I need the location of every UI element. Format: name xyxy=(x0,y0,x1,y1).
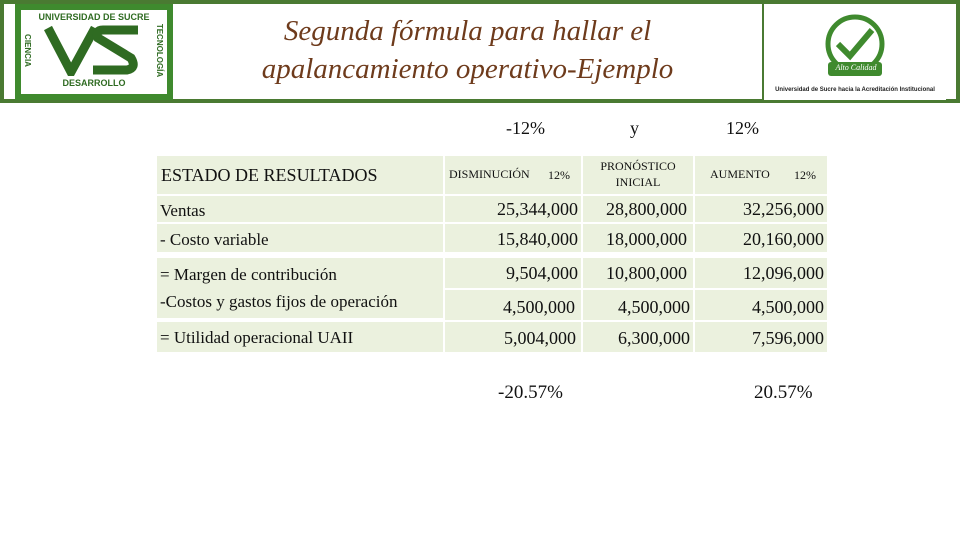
and-label: y xyxy=(630,118,639,138)
increase-label: 12% xyxy=(726,118,759,138)
logo-left-text: CIENCIA xyxy=(22,34,32,67)
row-label-variable-cost: - Costo variable xyxy=(160,230,269,249)
row-sales-decrease: 25,344,000 xyxy=(497,199,578,219)
row-sales-baseline: 28,800,000 xyxy=(606,199,687,219)
row-variable-cost-increase: 20,160,000 xyxy=(743,229,824,249)
row-label-contribution-margin: = Margen de contribución xyxy=(160,265,337,284)
row-label-sales: Ventas xyxy=(160,201,206,220)
page-title xyxy=(190,12,745,88)
row-operating-income-increase: 7,596,000 xyxy=(752,328,824,348)
row-variable-cost-decrease: 15,840,000 xyxy=(497,229,578,249)
title-line-1: Segunda fórmula para hallar el xyxy=(283,15,652,47)
row-contribution-baseline: 10,800,000 xyxy=(606,263,687,283)
header-decrease: DISMINUCIÓN xyxy=(449,167,530,181)
row-sales-increase: 32,256,000 xyxy=(743,199,824,219)
row-label-fixed-costs: -Costos y gastos fijos de operación xyxy=(160,292,398,311)
logo-bottom-text: DESARROLLO xyxy=(62,78,126,88)
header-increase-pct: 12% xyxy=(794,168,816,182)
row-operating-income-decrease: 5,004,000 xyxy=(504,328,576,348)
header-decrease-pct: 12% xyxy=(548,168,570,182)
result-increase: 20.57% xyxy=(754,382,813,403)
accreditation-badge-text: Alto Calidad xyxy=(835,63,877,72)
row-contribution-increase: 12,096,000 xyxy=(743,263,824,283)
accreditation-logo xyxy=(762,4,946,100)
accreditation-caption: Universidad de Sucre hacia la Acreditación Institucional xyxy=(775,87,935,93)
row-fixed-costs-increase: 4,500,000 xyxy=(752,297,824,317)
logo-right-text: TECNOLOGÍA xyxy=(155,23,165,78)
logo-top-text: UNIVERSIDAD DE SUCRE xyxy=(38,12,150,22)
row-fixed-costs-baseline: 4,500,000 xyxy=(618,297,690,317)
row-label-operating-income: = Utilidad operacional UAII xyxy=(160,328,354,347)
header-increase: AUMENTO xyxy=(710,167,770,181)
row-fixed-costs-decrease: 4,500,000 xyxy=(503,297,575,317)
header-baseline: PRONÓSTICO INICIAL xyxy=(600,159,676,189)
row-operating-income-baseline: 6,300,000 xyxy=(618,328,690,348)
title-line-2: apalancamiento operativo-Ejemplo xyxy=(261,53,674,85)
row-variable-cost-baseline: 18,000,000 xyxy=(606,229,687,249)
decrease-label: -12% xyxy=(506,118,545,138)
result-decrease: -20.57% xyxy=(498,382,563,403)
university-logo xyxy=(15,4,173,100)
row-contribution-decrease: 9,504,000 xyxy=(506,263,578,283)
table-title: ESTADO DE RESULTADOS xyxy=(161,165,378,185)
logo-emblem xyxy=(43,24,143,76)
